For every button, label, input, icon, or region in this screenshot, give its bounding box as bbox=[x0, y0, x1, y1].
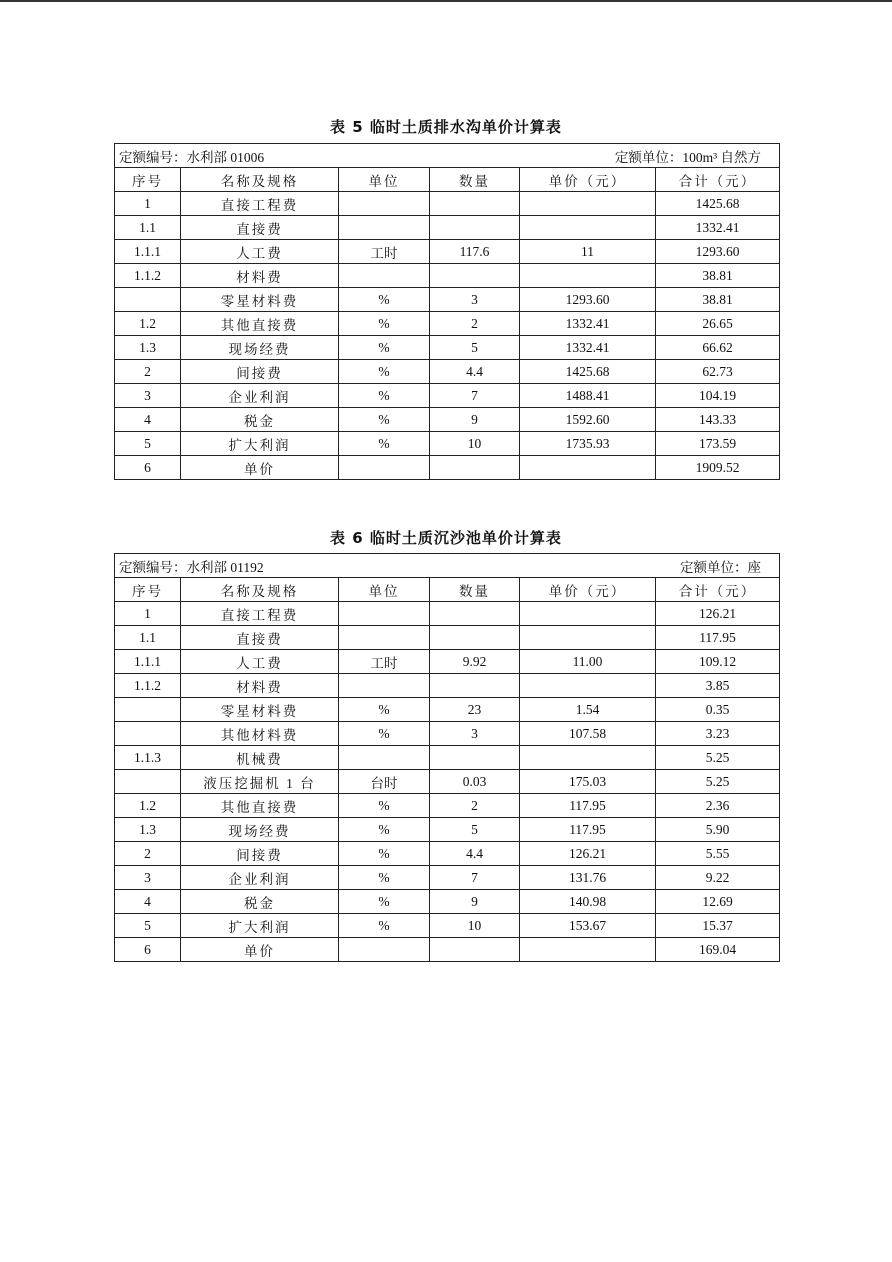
total-cell: 3.23 bbox=[656, 722, 780, 746]
quantity-cell: 7 bbox=[430, 866, 520, 890]
quota-info-row bbox=[115, 554, 780, 578]
quota-number: 定额编号：水利部 01006 bbox=[119, 149, 265, 165]
unit-price-cell: 107.58 bbox=[520, 722, 656, 746]
unit-cell: % bbox=[339, 698, 430, 722]
table-row bbox=[115, 890, 780, 914]
unit-cell: % bbox=[339, 384, 430, 408]
seq-cell: 3 bbox=[115, 866, 181, 890]
unit-cell: 工时 bbox=[339, 650, 430, 674]
unit-cell: % bbox=[339, 336, 430, 360]
table-row bbox=[115, 722, 780, 746]
unit-cell: % bbox=[339, 818, 430, 842]
seq-cell: 6 bbox=[115, 456, 181, 480]
total-cell: 15.37 bbox=[656, 914, 780, 938]
unit-price-cell: 175.03 bbox=[520, 770, 656, 794]
seq-cell: 1.1.2 bbox=[115, 674, 181, 698]
total-cell: 126.21 bbox=[656, 602, 780, 626]
seq-cell: 1.2 bbox=[115, 312, 181, 336]
name-cell: 材料费 bbox=[181, 674, 339, 698]
unit-price-cell: 1332.41 bbox=[520, 312, 656, 336]
table-row bbox=[115, 408, 780, 432]
quantity-cell bbox=[430, 674, 520, 698]
name-cell: 税金 bbox=[181, 408, 339, 432]
name-cell: 现场经费 bbox=[181, 818, 339, 842]
name-cell: 其他直接费 bbox=[181, 312, 339, 336]
total-cell: 66.62 bbox=[656, 336, 780, 360]
total-cell: 1293.60 bbox=[656, 240, 780, 264]
seq-cell: 2 bbox=[115, 842, 181, 866]
unit-price-cell bbox=[520, 938, 656, 962]
total-cell: 38.81 bbox=[656, 264, 780, 288]
name-cell: 税金 bbox=[181, 890, 339, 914]
total-cell: 5.55 bbox=[656, 842, 780, 866]
page-top-border bbox=[0, 0, 892, 2]
seq-cell: 1.1 bbox=[115, 626, 181, 650]
total-cell: 1909.52 bbox=[656, 456, 780, 480]
unit-price-cell bbox=[520, 746, 656, 770]
column-header: 名称及规格 bbox=[181, 578, 339, 602]
seq-cell: 6 bbox=[115, 938, 181, 962]
table-row bbox=[115, 914, 780, 938]
seq-cell: 4 bbox=[115, 890, 181, 914]
unit-cell: % bbox=[339, 890, 430, 914]
unit-price-cell: 1592.60 bbox=[520, 408, 656, 432]
name-cell: 单价 bbox=[181, 456, 339, 480]
unit-cell bbox=[339, 626, 430, 650]
name-cell: 扩大利润 bbox=[181, 432, 339, 456]
name-cell: 人工费 bbox=[181, 650, 339, 674]
unit-price-cell: 1.54 bbox=[520, 698, 656, 722]
quantity-cell: 5 bbox=[430, 818, 520, 842]
column-header: 数量 bbox=[430, 578, 520, 602]
name-cell: 直接费 bbox=[181, 626, 339, 650]
unit-cell: % bbox=[339, 914, 430, 938]
quota-unit: 定额单位：100m³ 自然方 bbox=[614, 149, 762, 165]
seq-cell: 1.1.1 bbox=[115, 650, 181, 674]
table-5-body bbox=[115, 168, 780, 480]
total-cell: 38.81 bbox=[656, 288, 780, 312]
table-row bbox=[115, 698, 780, 722]
header-row bbox=[115, 168, 780, 192]
unit-cell bbox=[339, 674, 430, 698]
table-row bbox=[115, 360, 780, 384]
quota-unit: 定额单位：座 bbox=[680, 559, 761, 575]
unit-price-cell bbox=[520, 216, 656, 240]
table-row bbox=[115, 432, 780, 456]
quantity-cell bbox=[430, 456, 520, 480]
seq-cell: 2 bbox=[115, 360, 181, 384]
table-row bbox=[115, 240, 780, 264]
unit-price-cell bbox=[520, 264, 656, 288]
seq-cell: 1.1.1 bbox=[115, 240, 181, 264]
unit-price-cell: 131.76 bbox=[520, 866, 656, 890]
total-cell: 169.04 bbox=[656, 938, 780, 962]
unit-cell: 工时 bbox=[339, 240, 430, 264]
seq-cell: 1.1 bbox=[115, 216, 181, 240]
unit-price-cell: 1425.68 bbox=[520, 360, 656, 384]
seq-cell: 1 bbox=[115, 602, 181, 626]
table-row bbox=[115, 336, 780, 360]
quantity-cell: 2 bbox=[430, 312, 520, 336]
name-cell: 扩大利润 bbox=[181, 914, 339, 938]
total-cell: 62.73 bbox=[656, 360, 780, 384]
table-row bbox=[115, 866, 780, 890]
table-row bbox=[115, 794, 780, 818]
column-header: 单位 bbox=[339, 578, 430, 602]
total-cell: 3.85 bbox=[656, 674, 780, 698]
seq-cell bbox=[115, 722, 181, 746]
unit-cell: % bbox=[339, 288, 430, 312]
seq-cell bbox=[115, 770, 181, 794]
table-5-title: 表 5 临时土质排水沟单价计算表 bbox=[330, 118, 562, 136]
name-cell: 现场经费 bbox=[181, 336, 339, 360]
name-cell: 人工费 bbox=[181, 240, 339, 264]
name-cell: 间接费 bbox=[181, 360, 339, 384]
name-cell: 材料费 bbox=[181, 264, 339, 288]
unit-price-cell: 1293.60 bbox=[520, 288, 656, 312]
unit-cell: % bbox=[339, 312, 430, 336]
unit-price-cell: 117.95 bbox=[520, 818, 656, 842]
unit-price-cell: 1488.41 bbox=[520, 384, 656, 408]
quantity-cell: 9.92 bbox=[430, 650, 520, 674]
table-6-title: 表 6 临时土质沉沙池单价计算表 bbox=[330, 529, 562, 547]
table-row bbox=[115, 674, 780, 698]
unit-price-cell bbox=[520, 192, 656, 216]
name-cell: 直接工程费 bbox=[181, 602, 339, 626]
name-cell: 企业利润 bbox=[181, 866, 339, 890]
name-cell: 直接工程费 bbox=[181, 192, 339, 216]
total-cell: 1332.41 bbox=[656, 216, 780, 240]
seq-cell: 3 bbox=[115, 384, 181, 408]
quantity-cell: 7 bbox=[430, 384, 520, 408]
total-cell: 1425.68 bbox=[656, 192, 780, 216]
name-cell: 其他直接费 bbox=[181, 794, 339, 818]
quantity-cell: 5 bbox=[430, 336, 520, 360]
name-cell: 单价 bbox=[181, 938, 339, 962]
column-header: 名称及规格 bbox=[181, 168, 339, 192]
seq-cell: 1.3 bbox=[115, 336, 181, 360]
table-row bbox=[115, 216, 780, 240]
quantity-cell bbox=[430, 192, 520, 216]
total-cell: 2.36 bbox=[656, 794, 780, 818]
total-cell: 9.22 bbox=[656, 866, 780, 890]
quantity-cell: 9 bbox=[430, 890, 520, 914]
unit-price-cell: 11 bbox=[520, 240, 656, 264]
quantity-cell: 2 bbox=[430, 794, 520, 818]
table-row bbox=[115, 818, 780, 842]
table-row bbox=[115, 770, 780, 794]
total-cell: 12.69 bbox=[656, 890, 780, 914]
seq-cell: 5 bbox=[115, 432, 181, 456]
quantity-cell: 23 bbox=[430, 698, 520, 722]
total-cell: 143.33 bbox=[656, 408, 780, 432]
table-row bbox=[115, 288, 780, 312]
table-5 bbox=[114, 143, 780, 480]
unit-cell: % bbox=[339, 842, 430, 866]
column-header: 序号 bbox=[115, 168, 181, 192]
table-row bbox=[115, 192, 780, 216]
total-cell: 104.19 bbox=[656, 384, 780, 408]
total-cell: 109.12 bbox=[656, 650, 780, 674]
name-cell: 企业利润 bbox=[181, 384, 339, 408]
quantity-cell: 4.4 bbox=[430, 842, 520, 866]
quantity-cell: 117.6 bbox=[430, 240, 520, 264]
total-cell: 26.65 bbox=[656, 312, 780, 336]
quantity-cell bbox=[430, 216, 520, 240]
header-row bbox=[115, 578, 780, 602]
unit-price-cell bbox=[520, 626, 656, 650]
column-header: 序号 bbox=[115, 578, 181, 602]
column-header: 单价（元） bbox=[520, 168, 656, 192]
table-6-body bbox=[115, 578, 780, 962]
table-row bbox=[115, 384, 780, 408]
unit-price-cell: 126.21 bbox=[520, 842, 656, 866]
unit-price-cell: 153.67 bbox=[520, 914, 656, 938]
unit-price-cell: 11.00 bbox=[520, 650, 656, 674]
column-header: 单价（元） bbox=[520, 578, 656, 602]
name-cell: 零星材料费 bbox=[181, 698, 339, 722]
table-row bbox=[115, 456, 780, 480]
total-cell: 5.25 bbox=[656, 746, 780, 770]
name-cell: 其他材料费 bbox=[181, 722, 339, 746]
unit-cell bbox=[339, 216, 430, 240]
column-header: 数量 bbox=[430, 168, 520, 192]
table-6 bbox=[114, 553, 780, 962]
name-cell: 间接费 bbox=[181, 842, 339, 866]
seq-cell: 5 bbox=[115, 914, 181, 938]
name-cell: 直接费 bbox=[181, 216, 339, 240]
seq-cell: 1.2 bbox=[115, 794, 181, 818]
table-row bbox=[115, 746, 780, 770]
unit-cell bbox=[339, 602, 430, 626]
unit-cell bbox=[339, 264, 430, 288]
seq-cell: 1 bbox=[115, 192, 181, 216]
unit-cell bbox=[339, 456, 430, 480]
quantity-cell: 10 bbox=[430, 432, 520, 456]
table-row bbox=[115, 264, 780, 288]
name-cell: 液压挖掘机 1 台 bbox=[181, 770, 339, 794]
quantity-cell: 3 bbox=[430, 722, 520, 746]
table-row bbox=[115, 650, 780, 674]
unit-cell: 台时 bbox=[339, 770, 430, 794]
unit-price-cell: 140.98 bbox=[520, 890, 656, 914]
table-row bbox=[115, 938, 780, 962]
column-header: 单位 bbox=[339, 168, 430, 192]
quantity-cell bbox=[430, 602, 520, 626]
unit-price-cell bbox=[520, 674, 656, 698]
column-header: 合计（元） bbox=[656, 168, 780, 192]
quantity-cell: 0.03 bbox=[430, 770, 520, 794]
quantity-cell bbox=[430, 626, 520, 650]
table-row bbox=[115, 602, 780, 626]
unit-cell: % bbox=[339, 794, 430, 818]
quota-info-row bbox=[115, 144, 780, 168]
table-row bbox=[115, 312, 780, 336]
unit-cell: % bbox=[339, 360, 430, 384]
unit-price-cell bbox=[520, 456, 656, 480]
unit-price-cell: 117.95 bbox=[520, 794, 656, 818]
quota-number: 定额编号：水利部 01192 bbox=[119, 559, 264, 575]
unit-cell: % bbox=[339, 432, 430, 456]
quantity-cell: 3 bbox=[430, 288, 520, 312]
name-cell: 机械费 bbox=[181, 746, 339, 770]
seq-cell: 1.1.3 bbox=[115, 746, 181, 770]
name-cell: 零星材料费 bbox=[181, 288, 339, 312]
unit-price-cell bbox=[520, 602, 656, 626]
quantity-cell bbox=[430, 746, 520, 770]
quantity-cell bbox=[430, 264, 520, 288]
quantity-cell bbox=[430, 938, 520, 962]
seq-cell: 4 bbox=[115, 408, 181, 432]
table-row bbox=[115, 842, 780, 866]
unit-cell bbox=[339, 192, 430, 216]
seq-cell: 1.3 bbox=[115, 818, 181, 842]
quantity-cell: 4.4 bbox=[430, 360, 520, 384]
unit-cell: % bbox=[339, 866, 430, 890]
seq-cell bbox=[115, 698, 181, 722]
quantity-cell: 10 bbox=[430, 914, 520, 938]
total-cell: 117.95 bbox=[656, 626, 780, 650]
unit-cell: % bbox=[339, 722, 430, 746]
unit-price-cell: 1735.93 bbox=[520, 432, 656, 456]
table-row bbox=[115, 626, 780, 650]
unit-cell bbox=[339, 938, 430, 962]
total-cell: 0.35 bbox=[656, 698, 780, 722]
seq-cell: 1.1.2 bbox=[115, 264, 181, 288]
unit-price-cell: 1332.41 bbox=[520, 336, 656, 360]
total-cell: 5.90 bbox=[656, 818, 780, 842]
total-cell: 5.25 bbox=[656, 770, 780, 794]
total-cell: 173.59 bbox=[656, 432, 780, 456]
unit-cell: % bbox=[339, 408, 430, 432]
unit-cell bbox=[339, 746, 430, 770]
quantity-cell: 9 bbox=[430, 408, 520, 432]
column-header: 合计（元） bbox=[656, 578, 780, 602]
seq-cell bbox=[115, 288, 181, 312]
